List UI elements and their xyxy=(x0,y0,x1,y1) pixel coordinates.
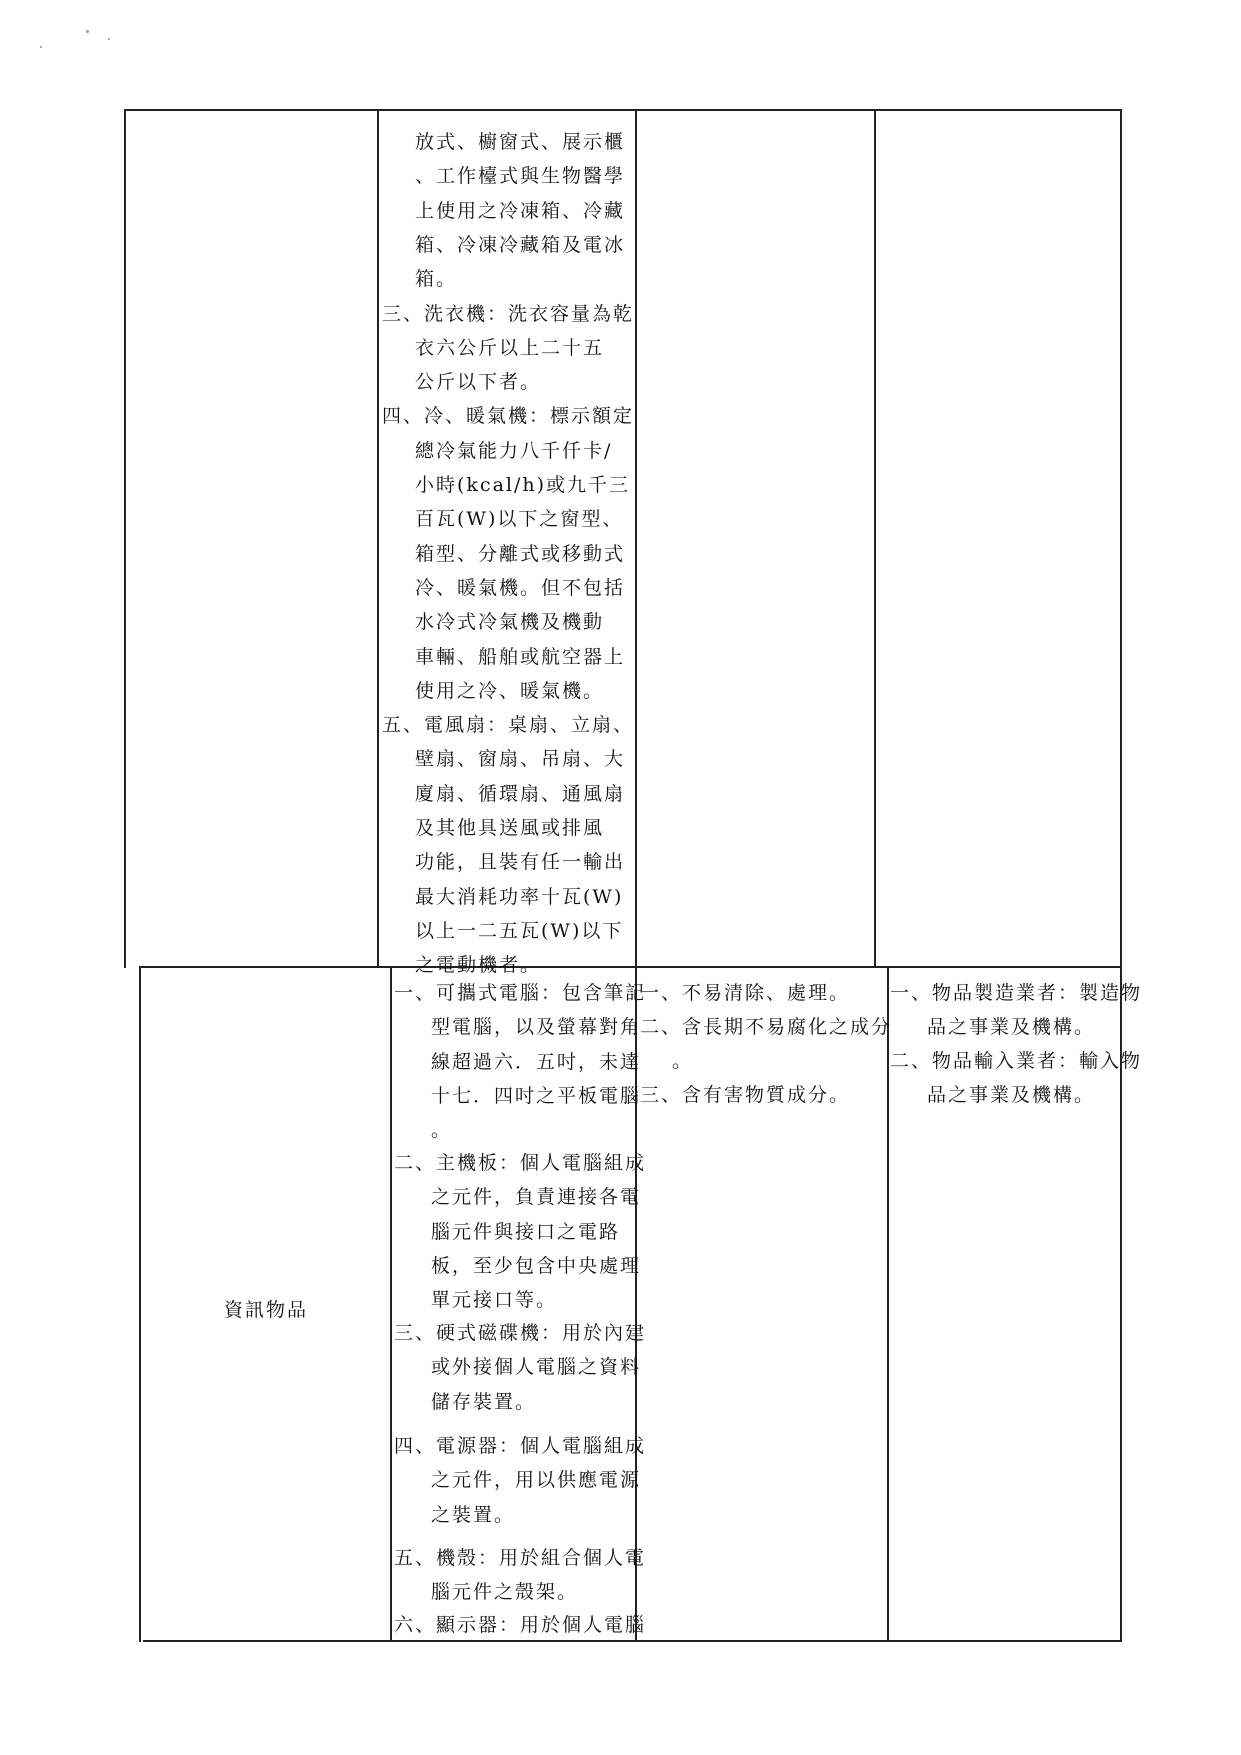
list-item-continuation: 。 xyxy=(672,1050,694,1073)
list-item-continuation: 十七．四吋之平板電腦 xyxy=(431,1084,642,1107)
category-label: 資訊物品 xyxy=(224,1299,309,1321)
list-item: 四、電源器：個人電腦組成 xyxy=(394,1435,647,1457)
list-item-continuation: 儲存裝置。 xyxy=(431,1390,537,1413)
scope-line: 衣六公斤以上二十五 xyxy=(415,336,605,359)
scope-line: 最大消耗功率十瓦(W) xyxy=(415,885,624,908)
column-divider-2 xyxy=(635,109,637,1642)
list-item: 一、不易清除、處理。 xyxy=(640,982,851,1004)
scope-line: 水冷式冷氣機及機動 xyxy=(415,611,605,634)
list-item-continuation: 腦元件之殼架。 xyxy=(431,1581,579,1604)
table-left-border-lower xyxy=(139,966,141,1642)
list-item-continuation: 。 xyxy=(431,1119,453,1142)
scan-speck xyxy=(40,46,42,48)
list-item: 二、物品輸入業者：輸入物 xyxy=(890,1050,1143,1072)
scope-line: 總冷氣能力八千仟卡/ xyxy=(415,439,613,462)
scope-line: 箱、冷凍冷藏箱及電冰 xyxy=(415,233,626,256)
scope-line: 使用之冷、暖氣機。 xyxy=(415,679,605,702)
list-item-continuation: 之元件，負責連接各電 xyxy=(431,1186,642,1209)
list-item-continuation: 腦元件與接口之電路 xyxy=(431,1220,621,1243)
scope-line: 公斤以下者。 xyxy=(415,371,542,394)
scope-line: 箱。 xyxy=(415,268,458,291)
list-item: 六、顯示器：用於個人電腦 xyxy=(394,1614,647,1636)
scope-line: 、工作檯式與生物醫學 xyxy=(415,165,626,188)
scope-line: 廈扇、循環扇、通風扇 xyxy=(415,782,626,805)
table-right-border xyxy=(1120,109,1122,1642)
list-item-continuation: 之裝置。 xyxy=(431,1503,516,1526)
scope-line: 小時(kcal/h)或九千三 xyxy=(415,474,631,496)
scope-line: 箱型、分離式或移動式 xyxy=(415,542,626,565)
list-item: 三、含有害物質成分。 xyxy=(640,1084,851,1106)
list-item-continuation: 板，至少包含中央處理 xyxy=(431,1254,642,1277)
scope-line: 功能，且裝有任一輸出 xyxy=(415,851,626,874)
list-item: 三、硬式磁碟機：用於內建 xyxy=(394,1322,647,1344)
scan-speck xyxy=(86,30,89,33)
list-item: 五、機殼：用於組合個人電 xyxy=(394,1547,647,1569)
scope-line: 上使用之冷凍箱、冷藏 xyxy=(415,199,626,222)
scope-line: 之電動機者。 xyxy=(415,954,542,977)
scope-line: 四、冷、暖氣機：標示額定 xyxy=(382,405,635,428)
list-item-continuation: 品之事業及機構。 xyxy=(927,1016,1096,1039)
list-item-continuation: 型電腦，以及螢幕對角 xyxy=(431,1016,642,1039)
scope-line: 百瓦(W)以下之窗型、 xyxy=(415,508,624,531)
scope-line: 五、電風扇：桌扇、立扇、 xyxy=(382,714,635,737)
column-divider-3 xyxy=(874,109,876,968)
scope-line: 三、洗衣機：洗衣容量為乾 xyxy=(382,302,635,325)
scope-line: 車輛、船舶或航空器上 xyxy=(415,645,626,668)
list-item-continuation: 之元件，用以供應電源 xyxy=(431,1469,642,1492)
table-top-border xyxy=(124,109,1122,111)
list-item: 一、可攜式電腦：包含筆記 xyxy=(394,982,647,1004)
scope-line: 以上一二五瓦(W)以下 xyxy=(415,919,624,942)
scan-speck xyxy=(108,38,110,40)
scope-line: 壁扇、窗扇、吊扇、大 xyxy=(415,748,626,771)
list-item: 二、主機板：個人電腦組成 xyxy=(394,1152,647,1174)
scope-line: 冷、暖氣機。但不包括 xyxy=(415,576,626,599)
scope-line: 及其他具送風或排風 xyxy=(415,817,605,839)
column-divider-3-lower xyxy=(887,966,889,1642)
list-item: 二、含長期不易腐化之成分 xyxy=(640,1016,893,1038)
list-item: 一、物品製造業者：製造物 xyxy=(890,982,1143,1004)
list-item-continuation: 線超過六．五吋，未達 xyxy=(431,1050,642,1073)
column-divider-1-lower xyxy=(390,966,392,1642)
list-item-continuation: 品之事業及機構。 xyxy=(927,1084,1096,1107)
list-item-continuation: 或外接個人電腦之資料 xyxy=(431,1356,642,1379)
scope-line: 放式、櫥窗式、展示櫃 xyxy=(415,131,626,153)
table-left-border xyxy=(124,109,126,968)
list-item-continuation: 單元接口等。 xyxy=(431,1289,558,1312)
column-divider-1 xyxy=(377,109,379,968)
row-divider xyxy=(139,966,1122,968)
